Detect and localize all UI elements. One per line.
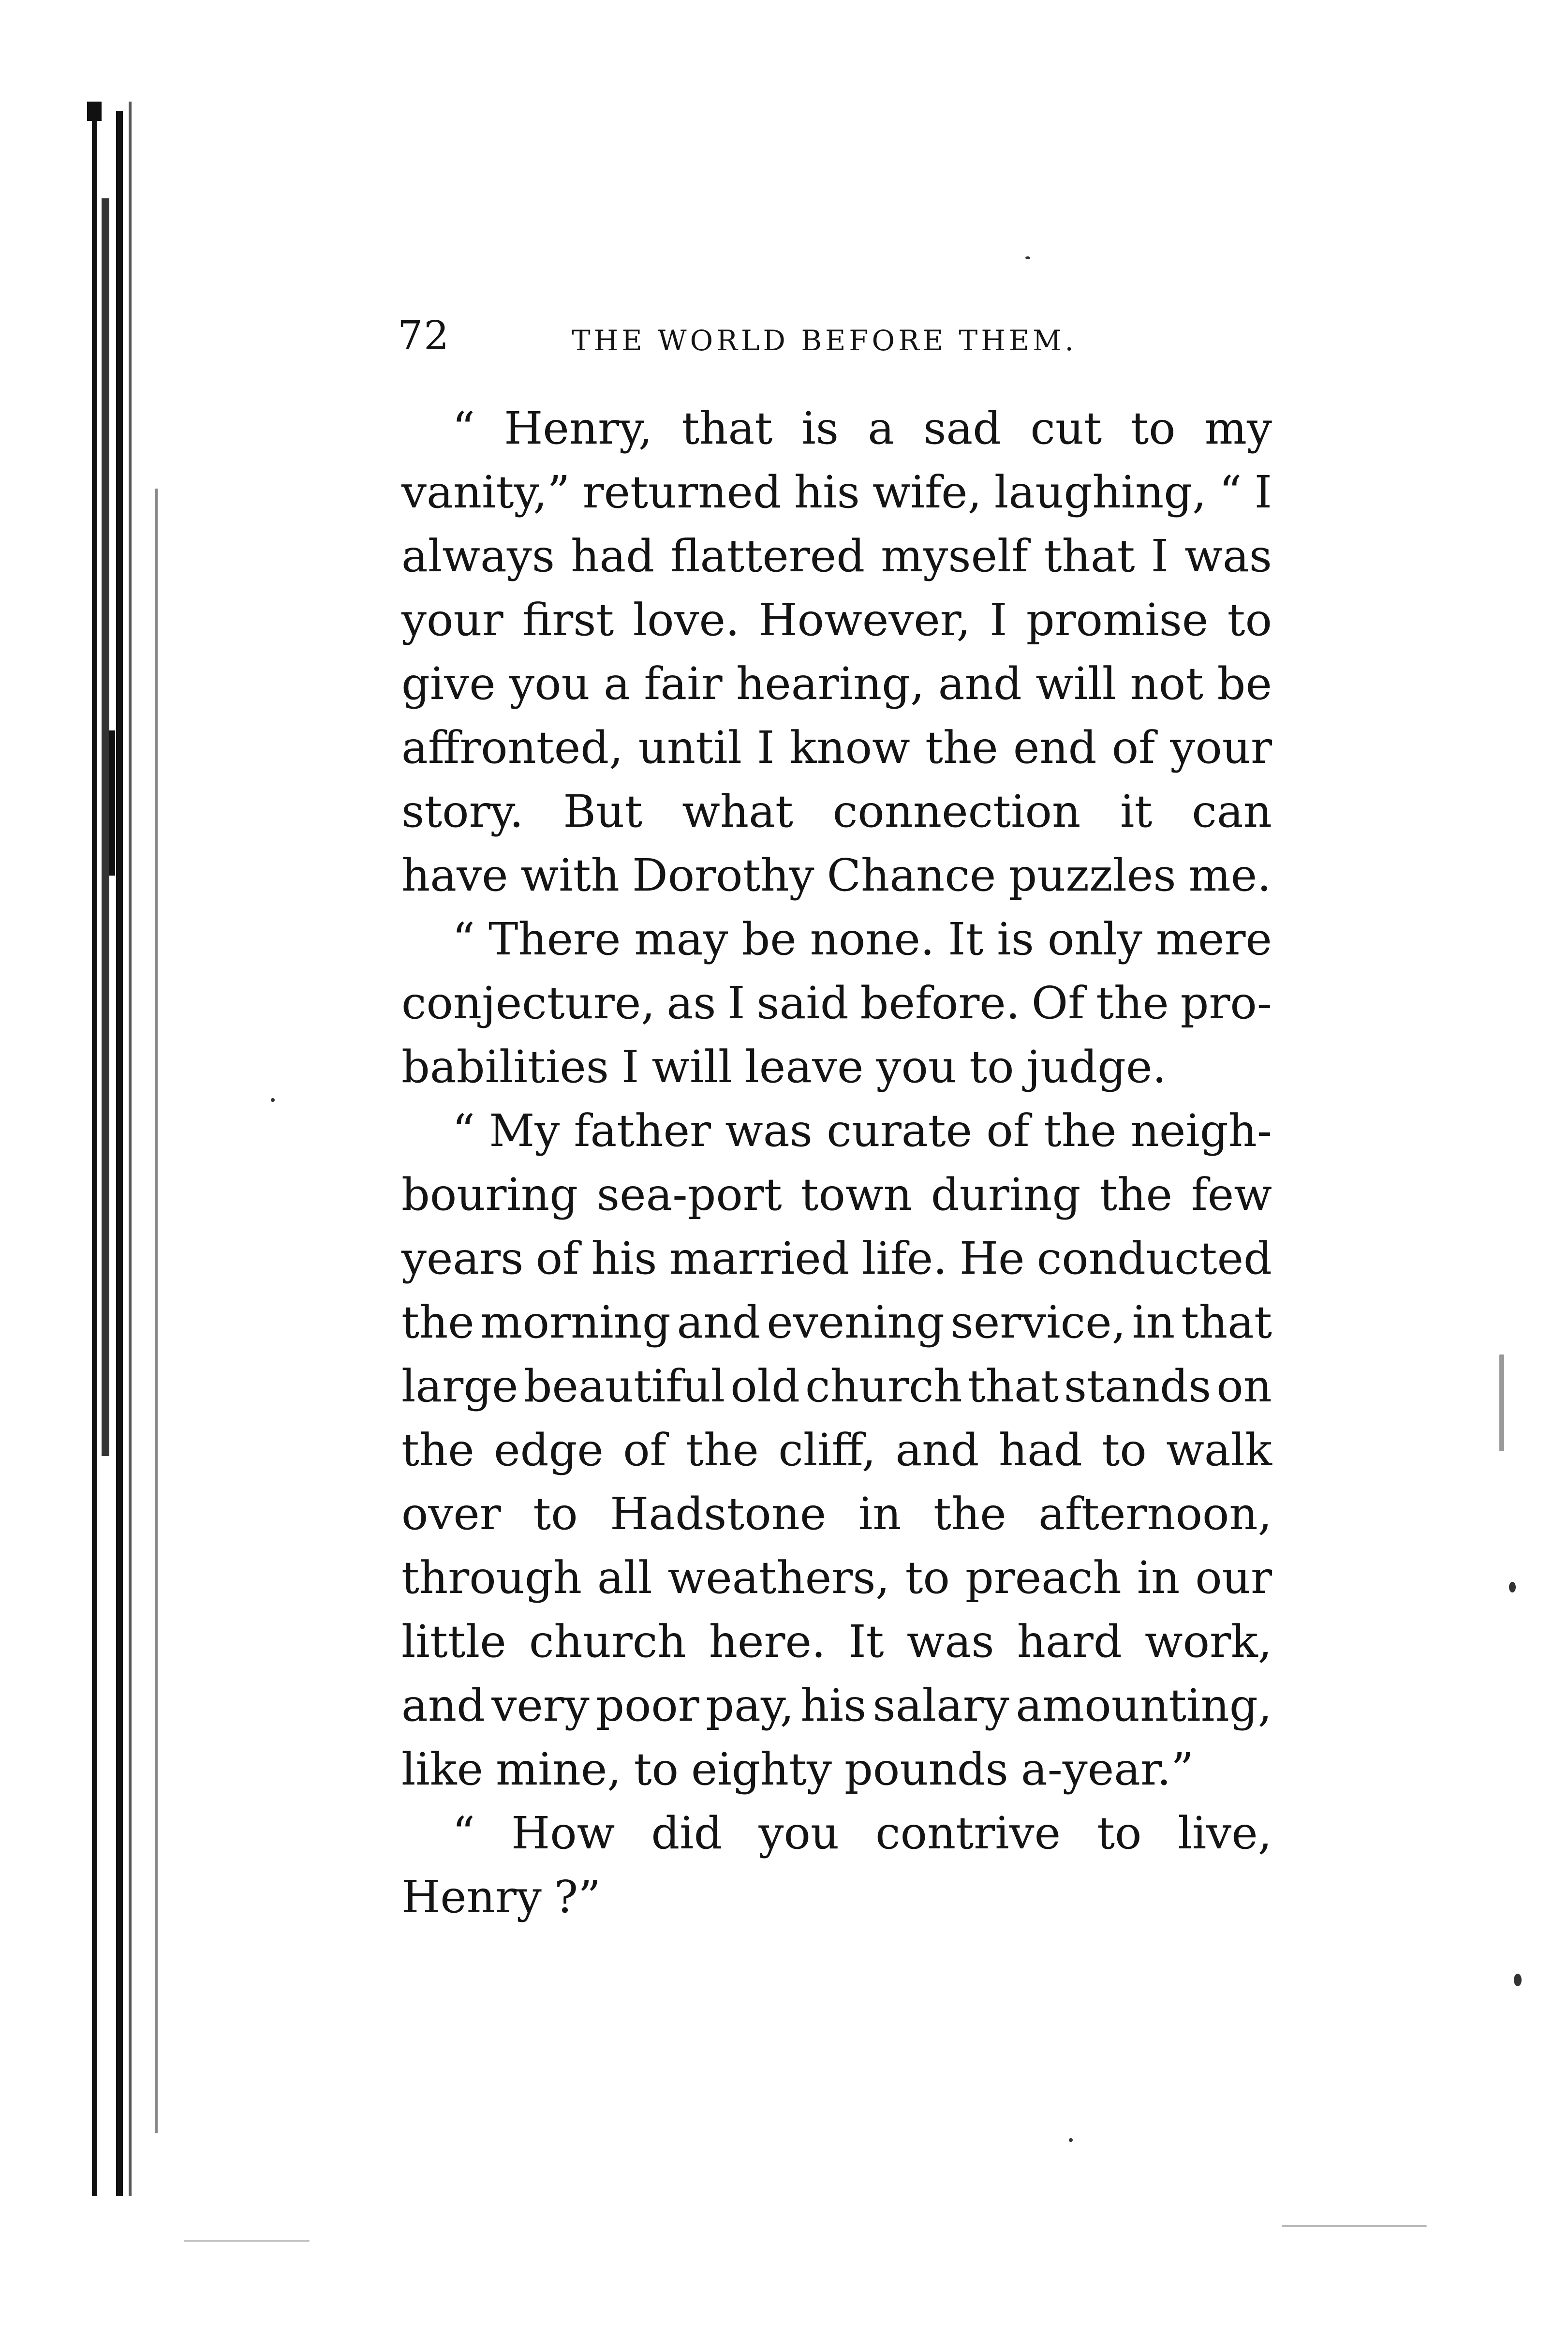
word: However,	[758, 594, 971, 646]
word: the	[933, 1488, 1006, 1540]
word: and	[677, 1296, 761, 1348]
word: I	[990, 594, 1007, 646]
word: through	[401, 1552, 582, 1604]
word: Chance	[827, 849, 996, 901]
word: me.	[1188, 849, 1272, 901]
word: pro-	[1180, 977, 1272, 1029]
word: mine,	[496, 1743, 621, 1795]
word: It	[848, 1616, 884, 1667]
word: said	[756, 977, 849, 1029]
word: stands	[1064, 1360, 1212, 1412]
word: that	[681, 402, 773, 454]
text-line	[401, 652, 1272, 716]
word: eighty	[691, 1743, 832, 1795]
text-line	[401, 716, 1272, 780]
page-header	[398, 310, 1283, 363]
word: a	[868, 402, 895, 454]
word: like	[401, 1743, 484, 1795]
text-line	[401, 1610, 1272, 1674]
scanned-binding-edge	[82, 102, 179, 2196]
word: church	[805, 1360, 962, 1412]
word: not	[1130, 658, 1204, 710]
word: cut	[1030, 402, 1102, 454]
word: is	[997, 913, 1034, 965]
word: until	[638, 722, 742, 774]
word: afternoon,	[1038, 1488, 1272, 1540]
word: babilities	[401, 1041, 609, 1093]
word: the	[1096, 977, 1169, 1029]
word: always	[401, 530, 555, 582]
word: few	[1191, 1169, 1272, 1220]
word: service,	[950, 1296, 1126, 1348]
text-line	[401, 1865, 1272, 1929]
text-line	[401, 1099, 1272, 1163]
word: to	[1102, 1424, 1147, 1476]
text-line	[401, 1227, 1272, 1291]
word: curate	[827, 1105, 973, 1157]
text-line	[401, 844, 1272, 908]
text-line	[401, 461, 1272, 524]
word: in	[1137, 1552, 1180, 1604]
word: to	[969, 1041, 1014, 1093]
word: the	[401, 1296, 474, 1348]
word: hard	[1017, 1616, 1122, 1667]
word: cliff,	[778, 1424, 876, 1476]
word: old	[730, 1360, 800, 1412]
word: I	[1254, 466, 1272, 518]
word: married	[669, 1233, 850, 1284]
word: Dorothy	[632, 849, 814, 901]
word: beautiful	[523, 1360, 725, 1412]
running-head: THE WORLD BEFORE THEM.	[572, 324, 1077, 357]
text-line	[401, 780, 1272, 844]
word: sad	[923, 402, 1002, 454]
word: you	[509, 658, 590, 710]
word: pay,	[706, 1680, 794, 1731]
word: know	[789, 722, 910, 774]
word: my	[1204, 402, 1272, 454]
word: salary	[873, 1680, 1009, 1731]
word: very	[491, 1680, 590, 1731]
word: How	[511, 1807, 615, 1859]
word: of	[535, 1233, 579, 1284]
word: that	[1181, 1296, 1272, 1348]
word: pounds	[844, 1743, 1008, 1795]
word: will	[651, 1041, 733, 1093]
word: “	[1219, 466, 1242, 518]
word: be	[741, 913, 797, 965]
word: with	[520, 849, 620, 901]
word: large	[401, 1360, 518, 1412]
word: He	[959, 1233, 1025, 1284]
word: a-year.”	[1021, 1743, 1194, 1795]
word: affronted,	[401, 722, 623, 774]
word: your	[1170, 722, 1272, 774]
word: conducted	[1036, 1233, 1272, 1284]
text-line	[401, 1801, 1272, 1865]
word: “	[452, 402, 475, 454]
word: over	[401, 1488, 501, 1540]
word: Of	[1031, 977, 1085, 1029]
word: story.	[401, 786, 524, 837]
word: life.	[861, 1233, 947, 1284]
text-line	[401, 1738, 1272, 1801]
word: love.	[633, 594, 740, 646]
text-line	[401, 1035, 1272, 1099]
word: none.	[810, 913, 935, 965]
word: to	[1097, 1807, 1142, 1859]
text-line	[401, 1546, 1272, 1610]
word: during	[931, 1169, 1081, 1220]
word: end	[1013, 722, 1097, 774]
word: to	[533, 1488, 578, 1540]
text-line	[401, 1482, 1272, 1546]
word: your	[401, 594, 503, 646]
word: “	[452, 1105, 475, 1157]
word: My	[489, 1105, 560, 1157]
word: Henry	[401, 1871, 542, 1923]
text-line	[401, 908, 1272, 971]
text-line	[401, 1354, 1272, 1418]
word: you	[876, 1041, 957, 1093]
text-line	[401, 524, 1272, 588]
word: weathers,	[667, 1552, 890, 1604]
word: have	[401, 849, 508, 901]
word: his	[591, 1233, 657, 1284]
word: the	[401, 1424, 474, 1476]
word: be	[1217, 658, 1272, 710]
body-text	[401, 397, 1272, 1929]
word: mere	[1155, 913, 1272, 965]
word: had	[998, 1424, 1082, 1476]
word: was	[725, 1105, 813, 1157]
word: bouring	[401, 1169, 578, 1220]
text-line	[401, 1291, 1272, 1354]
word: connection	[832, 786, 1081, 837]
word: neigh-	[1130, 1105, 1272, 1157]
word: There	[488, 913, 621, 965]
word: wife,	[872, 466, 982, 518]
word: It	[948, 913, 984, 965]
word: promise	[1026, 594, 1209, 646]
word: myself	[881, 530, 1028, 582]
word: that	[1044, 530, 1135, 582]
word: to	[634, 1743, 679, 1795]
word: here.	[709, 1616, 826, 1667]
word: that	[967, 1360, 1059, 1412]
word: as	[666, 977, 716, 1029]
word: had	[571, 530, 655, 582]
word: church	[529, 1616, 686, 1667]
word: I	[727, 977, 745, 1029]
word: of	[623, 1424, 666, 1476]
word: can	[1192, 786, 1272, 837]
word: on	[1216, 1360, 1272, 1412]
word: of	[1111, 722, 1155, 774]
word: only	[1047, 913, 1142, 965]
word: to	[1131, 402, 1176, 454]
word: fair	[644, 658, 723, 710]
word: I	[757, 722, 775, 774]
word: puzzles	[1008, 849, 1176, 901]
word: and	[401, 1680, 485, 1731]
word: “	[452, 913, 475, 965]
word: returned	[582, 466, 782, 518]
word: Henry,	[504, 402, 653, 454]
word: walk	[1166, 1424, 1272, 1476]
word: ?”	[554, 1871, 601, 1923]
text-line	[401, 1163, 1272, 1227]
word: edge	[494, 1424, 604, 1476]
text-line	[401, 1674, 1272, 1738]
word: all	[597, 1552, 652, 1604]
word: years	[401, 1233, 524, 1284]
word: in	[1132, 1296, 1175, 1348]
word: was	[1184, 530, 1272, 582]
word: you	[758, 1807, 840, 1859]
word: town	[800, 1169, 912, 1220]
word: leave	[745, 1041, 864, 1093]
word: father	[574, 1105, 711, 1157]
word: his	[800, 1680, 867, 1731]
word: before.	[860, 977, 1020, 1029]
word: Hadstone	[610, 1488, 827, 1540]
word: I	[621, 1041, 639, 1093]
word: little	[401, 1616, 506, 1667]
word: contrive	[875, 1807, 1061, 1859]
word: to	[1227, 594, 1272, 646]
word: first	[522, 594, 614, 646]
word: will	[1035, 658, 1117, 710]
page-number: 72	[398, 313, 450, 359]
word: flattered	[670, 530, 865, 582]
word: But	[563, 786, 643, 837]
text-line	[401, 971, 1272, 1035]
word: to	[905, 1552, 950, 1604]
word: judge.	[1026, 1041, 1167, 1093]
text-line	[401, 588, 1272, 652]
word: in	[858, 1488, 902, 1540]
word: sea-port	[596, 1169, 782, 1220]
word: did	[651, 1807, 723, 1859]
word: vanity,”	[401, 466, 570, 518]
word: preach	[965, 1552, 1122, 1604]
word: I	[1151, 530, 1169, 582]
word: the	[925, 722, 998, 774]
word: live,	[1178, 1807, 1272, 1859]
text-line	[401, 1418, 1272, 1482]
word: a	[604, 658, 630, 710]
word: the	[1043, 1105, 1117, 1157]
word: was	[906, 1616, 994, 1667]
word: his	[794, 466, 860, 518]
word: work,	[1144, 1616, 1272, 1667]
word: the	[686, 1424, 759, 1476]
text-line	[401, 397, 1272, 461]
word: it	[1120, 786, 1153, 837]
word: morning	[480, 1296, 671, 1348]
word: poor	[596, 1680, 699, 1731]
word: the	[1099, 1169, 1172, 1220]
word: amounting,	[1016, 1680, 1272, 1731]
word: and	[895, 1424, 979, 1476]
word: of	[986, 1105, 1030, 1157]
word: laughing,	[994, 466, 1207, 518]
word: give	[401, 658, 496, 710]
word: may	[634, 913, 728, 965]
word: hearing,	[736, 658, 925, 710]
word: what	[682, 786, 793, 837]
word: “	[452, 1807, 475, 1859]
word: and	[938, 658, 1022, 710]
word: is	[801, 402, 839, 454]
word: our	[1195, 1552, 1272, 1604]
word: evening	[767, 1296, 945, 1348]
word: conjecture,	[401, 977, 655, 1029]
